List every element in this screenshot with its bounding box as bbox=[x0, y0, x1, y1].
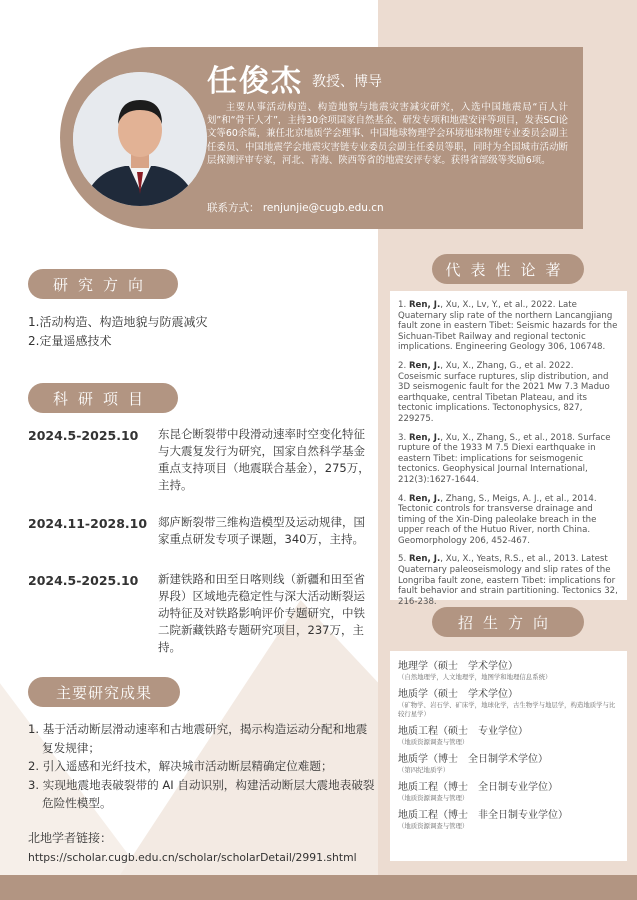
list-item bbox=[398, 809, 619, 831]
paper-author: Ren, J. bbox=[408, 493, 441, 504]
papers-list bbox=[390, 291, 627, 607]
contact-label: 联系方式： bbox=[207, 202, 260, 214]
footer-bar bbox=[0, 875, 637, 900]
list-item bbox=[398, 753, 619, 775]
recruit-title: 地理学（硕士 学术学位） bbox=[398, 661, 518, 672]
research-heading: 研究方向 bbox=[28, 269, 178, 299]
recruit-title: 地质工程（博士 非全日制专业学位） bbox=[398, 810, 568, 821]
person-name: 任俊杰 bbox=[207, 64, 303, 99]
recruit-title: 地质工程（硕士 专业学位） bbox=[398, 726, 528, 737]
scholar-link[interactable]: https://scholar.cugb.edu.cn/scholar/scholarDetail/2991.shtml bbox=[28, 851, 357, 864]
list-item: 2.定量遥感技术 bbox=[28, 334, 112, 348]
portrait-photo bbox=[73, 72, 207, 206]
recruit-subtitle: （地质资源调查与管理） bbox=[398, 738, 469, 746]
project-description: 东昆仑断裂带中段滑动速率时空变化特征与大震复发行为研究，国家自然科学基金重点支持项目（地震联合基金），275万，主持。 bbox=[158, 427, 370, 492]
list-item: 3. Ren, J., Xu, X., Zhang, S., et al., 2018. Surface rupture of the 1933 M 7.5 Diexi earthquake in eastern Tibet: implications for seismogenic tectonics. Geophysical Journal International, 212(3):1627-1644. bbox=[398, 432, 611, 485]
research-list bbox=[28, 313, 207, 351]
projects-heading: 科研项目 bbox=[28, 383, 178, 413]
paper-citation: , Zhang, S., Meigs, A. J., et al., 2014. Tectonic controls for transverse drainage and timing of the Xin-Ding paleolake breach in the upper reach of the Hutuo River, north China. Geomorphology 206, 452-467. bbox=[398, 493, 597, 546]
list-item bbox=[398, 781, 619, 803]
recruit-title: 地质工程（博士 全日制专业学位） bbox=[398, 782, 558, 793]
recruit-title: 地质学（硕士 学术学位） bbox=[398, 689, 518, 700]
list-item bbox=[398, 660, 619, 682]
list-item: 2. 引入遥感和光纤技术，解决城市活动断层精确定位难题； bbox=[28, 759, 333, 773]
recruit-title: 地质学（博士 全日制学术学位） bbox=[398, 754, 548, 765]
list-item bbox=[398, 688, 619, 719]
person-title: 教授、博导 bbox=[312, 74, 382, 90]
paper-author: Ren, J. bbox=[408, 300, 441, 310]
paper-citation: , Xu, X., Zhang, G., et al. 2022. Coseismic surface ruptures, slip distribution, and 3D seismogenic fault for the 2021 Mw 7.3 Maduo earthquake, central Tibetan Plateau, and its tectonic implications. Tectonophysics, 827, 229275. bbox=[398, 360, 610, 424]
paper-citation: , Xu, X., Lv, Y., et al., 2022. Late Quaternary slip rate of the northern Lancangjiang fault zone in eastern Tibet: Seismic hazards for the Sichuan-Tibet Railway and regional tectonic implications. Engineering Geology 306, 106748. bbox=[398, 300, 618, 353]
avatar bbox=[73, 72, 207, 206]
list-item: 5. Ren, J., Xu, X., Yeats, R.S., et al., 2013. Latest Quaternary paleoseismology and slip rates of the Longriba fault zone, eastern Tibet: implications for fault behavior and strain partitioning. Tectonics 32, 216-238. bbox=[398, 554, 618, 607]
paper-author: Ren, J. bbox=[408, 432, 441, 443]
list-item: 1.活动构造、构造地貌与防震减灾 bbox=[28, 315, 208, 329]
recruit-subtitle: （地质资源调查与管理） bbox=[398, 822, 469, 830]
list-item: 4. Ren, J., Zhang, S., Meigs, A. J., et al., 2014. Tectonic controls for transverse drainage and timing of the Xin-Ding paleolake breach in the upper reach of the Hutuo River, north China. Geomorphology 206, 452-467. bbox=[398, 493, 597, 546]
recruit-subtitle: （自然地理学，人文地理学，地图学和地理信息系统） bbox=[398, 673, 552, 681]
contact-line bbox=[207, 200, 384, 215]
list-item: 2. Ren, J., Xu, X., Zhang, G., et al. 2022. Coseismic surface ruptures, slip distribution, and 3D seismogenic fault for the 2021 Mw 7.3 Maduo earthquake, central Tibetan Plateau, and its tectonic implications. Tectonophysics, 827, 229275. bbox=[398, 360, 610, 424]
paper-citation: , Xu, X., Zhang, S., et al., 2018. Surface rupture of the 1933 M 7.5 Diexi earthquake in eastern Tibet: implications for seismogenic tectonics. Geophysical Journal International, 212(3):1627-1644. bbox=[398, 432, 611, 485]
project-description: 郯庐断裂带三维构造模型及运动规律，国家重点研发专项子课题，340万，主持。 bbox=[158, 515, 365, 546]
project-date: 2024.11-2028.10 bbox=[28, 516, 148, 531]
project-date: 2024.5-2025.10 bbox=[28, 573, 139, 588]
project-description: 新建铁路和田至日喀则线（新疆和田至省界段）区域地壳稳定性与深大活动断裂运动特征及对铁路影响评价专题研究，中铁二院新藏铁路专题研究项目，237万，主持。 bbox=[158, 572, 365, 654]
recruit-subtitle: （矿物学、岩石学、矿床学，地球化学，古生物学与地层学，构造地质学与比较行星学） bbox=[398, 701, 616, 718]
list-item bbox=[398, 725, 619, 747]
recruit-subtitle: （第四纪地质学） bbox=[398, 766, 450, 774]
papers-heading: 代表性论著 bbox=[432, 254, 584, 284]
recruitment-heading: 招生方向 bbox=[432, 607, 584, 637]
paper-author: Ren, J. bbox=[408, 360, 441, 371]
project-date: 2024.5-2025.10 bbox=[28, 428, 139, 443]
list-item: 1. Ren, J., Xu, X., Lv, Y., et al., 2022. Late Quaternary slip rate of the northern Lancangjiang fault zone in eastern Tibet: Seismic hazards for the Sichuan-Tibet Railway and regional tectonic implications. Engineering Geology 306, 106748. bbox=[398, 300, 618, 353]
contact-email[interactable]: renjunjie@cugb.edu.cn bbox=[262, 202, 384, 214]
paper-author: Ren, J. bbox=[408, 554, 441, 565]
recruit-subtitle: （地质资源调查与管理） bbox=[398, 794, 469, 802]
bio-text: 主要从事活动构造、构造地貌与地震灾害减灾研究，入选中国地震局“百人计划”和“骨干人才”，主持30余项国家自然基金、研发专项和地震安评等项目，发表SCI论文等60余篇，兼任北京地质学会理事、中国地球物理学会环境地球物理专业委员会副主任委员、中国地震学会地震灾害链专业委员会副主任委员等职，同时为全国城市活动断层探测评审专家，河北、青海、陕西等省的地震安评专家。获得省部级等奖励6项。 bbox=[207, 102, 568, 166]
recruitment-list bbox=[390, 651, 627, 861]
paper-citation: , Xu, X., Yeats, R.S., et al., 2013. Latest Quaternary paleoseismology and slip rates of the Longriba fault zone, eastern Tibet: implications for fault behavior and strain partitioning. Tectonics 32, 216-238. bbox=[398, 554, 618, 607]
achievements-heading: 主要研究成果 bbox=[28, 677, 180, 707]
achievements-list bbox=[28, 720, 376, 813]
list-item: 3. 实现地震地表破裂带的 AI 自动识别，构建活动断层大震地表破裂危险性模型。 bbox=[28, 777, 375, 810]
scholar-link-label: 北地学者链接： bbox=[28, 831, 113, 845]
list-item: 1. 基于活动断层滑动速率和古地震研究，揭示构造运动分配和地震复发规律； bbox=[28, 722, 368, 755]
